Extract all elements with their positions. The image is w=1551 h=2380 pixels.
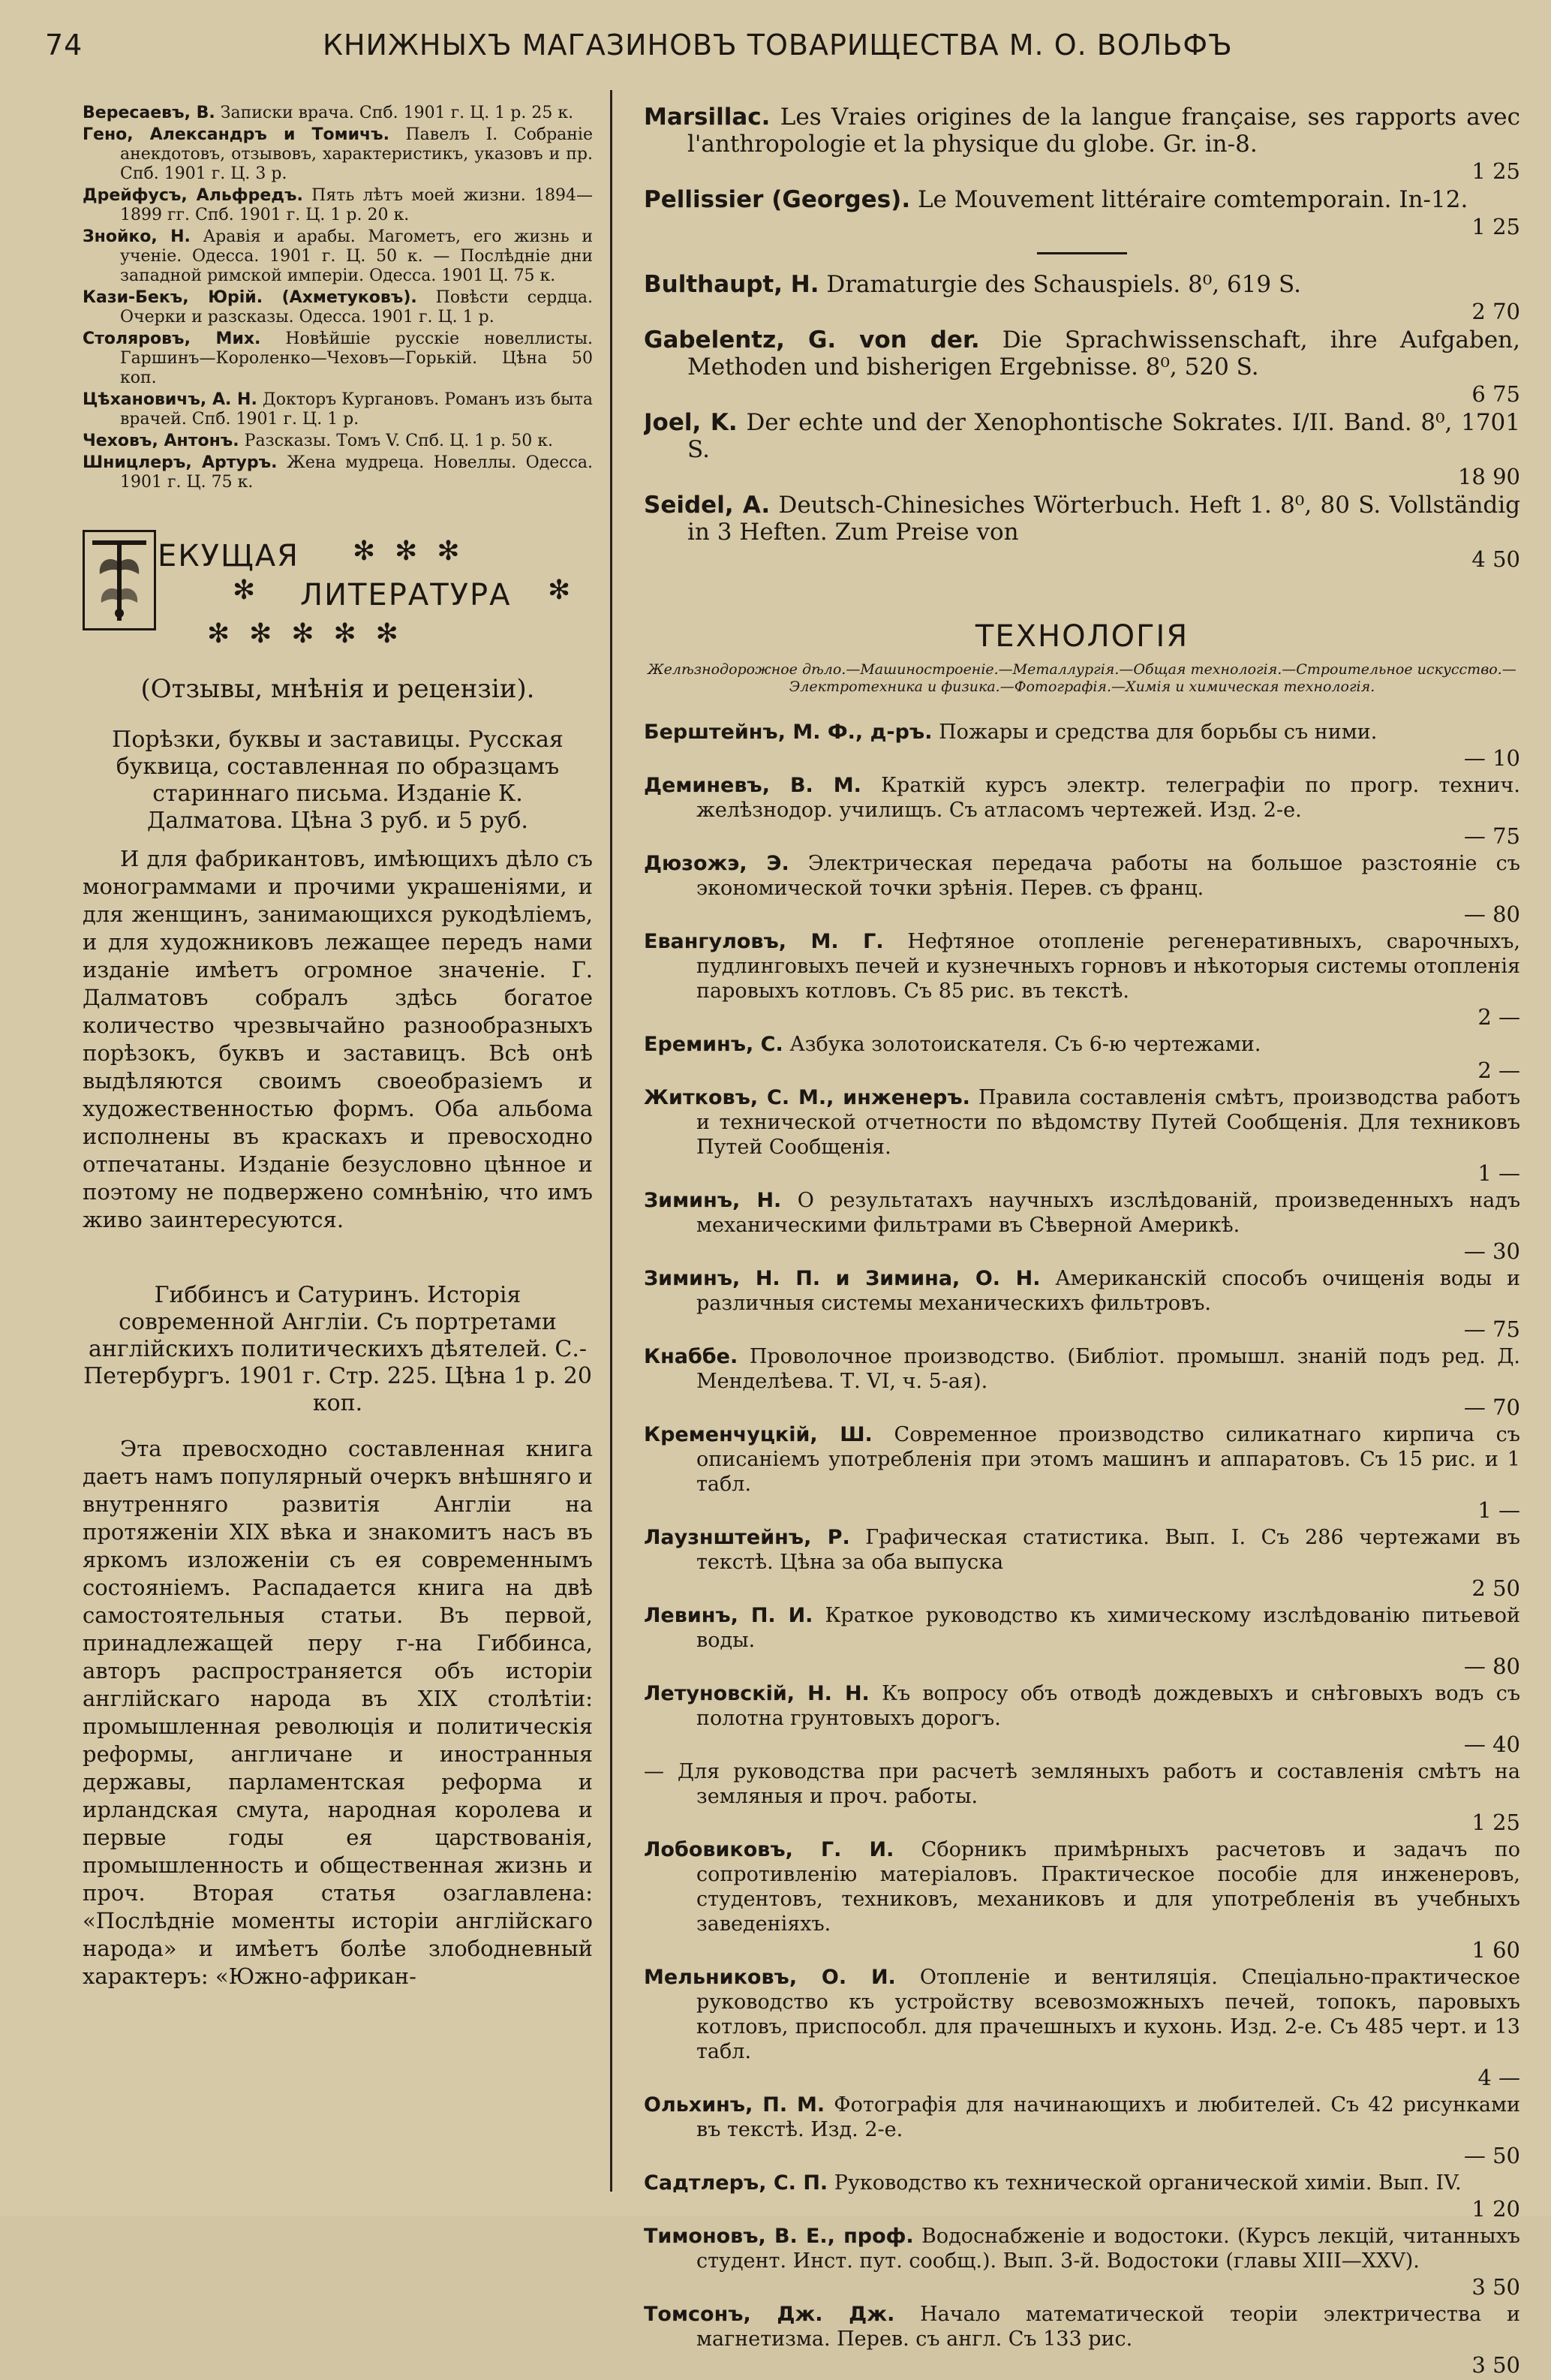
entry-author: Левинъ, П. И. — [644, 1604, 813, 1627]
entry-price: 2 — — [1477, 1058, 1520, 1083]
entry-text: Сборникъ примѣрныхъ расчетовъ и задачъ по сопротивленію матеріаловъ. Практическое пособіе для инженеровъ, студентовъ, техниковъ, механиковъ и для употребленія въ учебныхъ заведеніяхъ. — [696, 1838, 1520, 1936]
list-item — [644, 2171, 1520, 2195]
list-item — [644, 929, 1520, 1003]
entry-price: 3 50 — [1471, 2352, 1520, 2378]
entry-text: Электрическая передача работы на большое разстояніе съ экономической точки зрѣнія. Перев. съ франц. — [696, 852, 1520, 900]
entry-price: 4 — — [1477, 2065, 1520, 2090]
entry-author: Чеховъ, Антонъ. — [83, 432, 239, 450]
entry-price: — 50 — [1463, 2143, 1520, 2168]
list-item — [644, 1525, 1520, 1575]
entry-author: Евангуловъ, М. Г. — [644, 930, 884, 953]
ornamental-initial — [83, 530, 156, 630]
list-item — [644, 1759, 1520, 1809]
entry-price: — 70 — [1463, 1395, 1520, 1420]
entry-price: 1 — — [1477, 1497, 1520, 1523]
list-item — [644, 409, 1520, 463]
entry-text: Къ вопросу объ отводѣ дождевыхъ и снѣговыхъ водъ съ полотна грунтовыхъ дорогъ. — [696, 1682, 1520, 1730]
foreign-book-list — [644, 104, 1520, 571]
entry-price: — 30 — [1463, 1238, 1520, 1264]
entry-author: Gabelentz, G. von der. — [644, 326, 980, 354]
entry-text: Жена мудреца. Новеллы. Одесса. 1901 г. Ц. 75 к. — [120, 453, 593, 492]
entry-text: Докторъ Кургановъ. Романъ изъ быта врачей. Спб. 1901 г. Ц. 1 р. — [120, 390, 593, 429]
section-divider — [1037, 252, 1127, 254]
entry-text: Азбука золотоискателя. Съ 6-ю чертежами. — [789, 1033, 1261, 1056]
entry-author: Seidel, A. — [644, 492, 771, 519]
entry-author: Вересаевъ, В. — [83, 104, 215, 122]
list-item — [644, 2302, 1520, 2351]
entry-price: 2 50 — [1471, 1575, 1520, 1601]
entry-author: Тимоновъ, В. Е., проф. — [644, 2225, 914, 2248]
entry-author: Кременчуцкій, Ш. — [644, 1423, 873, 1446]
entry-text: Правила составленія смѣтъ, производства работъ и технической отчетности по вѣдомству Путей Сообщенія. Для техниковъ Путей Сообщенія. — [696, 1086, 1520, 1159]
entry-text: Начало математической теоріи электричества и магнетизма. Перев. съ англ. Съ 133 рис. — [696, 2303, 1520, 2351]
header-title: КНИЖНЫХЪ МАГАЗИНОВЪ ТОВАРИЩЕСТВА М. О. ВОЛЬФЪ — [323, 29, 1233, 62]
entry-text: Разсказы. Томъ V. Спб. Ц. 1 р. 50 к. — [244, 432, 553, 450]
entry-price: 6 75 — [1471, 381, 1520, 407]
entry-text: Пять лѣтъ моей жизни. 1894—1899 гг. Спб. 1901 г. Ц. 1 р. 20 к. — [120, 186, 593, 224]
list-item — [644, 186, 1520, 213]
entry-text: Der echte und der Xenophontische Sokrates. I/II. Band. 8⁰, 1701 S. — [687, 409, 1520, 463]
ornament-star: ✻ — [233, 575, 275, 606]
list-item — [644, 1422, 1520, 1497]
entry-text: Отопленіе и вентиляція. Спеціально-практическое руководство къ устройству всевозможныхъ печей, топокъ, паровыхъ котловъ, приспособл. для прачешныхъ и кухонь. Изд. 2-е. Съ 485 черт. и 13 табл. — [696, 1966, 1520, 2063]
entry-text: О результатахъ научныхъ изслѣдованій, произведенныхъ надъ механическими фильтрами въ Сѣверной Америкѣ. — [696, 1189, 1520, 1237]
floral-ornament-icon — [85, 532, 154, 628]
entry-author: Кази-Бекъ, Юрій. (Ахметуковъ). — [83, 288, 417, 307]
list-item — [83, 125, 593, 184]
entry-text: Краткій курсъ электр. телеграфіи по прогр. технич. желѣзнодор. училищъ. Съ атласомъ чертежей. Изд. 2-е. — [696, 774, 1520, 822]
entry-author: Ольхинъ, П. М. — [644, 2093, 825, 2117]
entry-text: Аравія и арабы. Магометъ, его жизнь и ученіе. Одесса. 1901 г. Ц. 50 к. — Послѣдніе дни западной римской имперіи. Одесса. 1901 Ц. 75 к. — [120, 227, 593, 285]
entry-text: Пожары и средства для борьбы съ ними. — [939, 721, 1378, 744]
entry-price: 1 25 — [1471, 1810, 1520, 1835]
entry-price: 1 20 — [1471, 2196, 1520, 2222]
running-header — [45, 29, 1538, 71]
list-item — [644, 104, 1520, 158]
list-item — [644, 1344, 1520, 1394]
section-subtitle: Желѣзнодорожное дѣло.—Машиностроеніе.—Металлургія.—Общая технологія.—Строительное искусство.—Электротехника и физика.—Фотографія.—Химія и химическая технологія. — [648, 661, 1516, 695]
entry-price: — 75 — [1463, 823, 1520, 849]
entry-price: — 10 — [1463, 745, 1520, 771]
entry-author: Marsillac. — [644, 104, 771, 131]
list-item — [644, 492, 1520, 546]
list-item — [644, 1032, 1520, 1057]
entry-price: 2 — — [1477, 1004, 1520, 1030]
entry-price: — 40 — [1463, 1732, 1520, 1757]
entry-author: Дюзожэ, Э. — [644, 852, 789, 875]
entry-author: Деминевъ, В. М. — [644, 774, 861, 797]
entry-text: Американскій способъ очищенія воды и различныя системы механическихъ фильтровъ. — [696, 1267, 1520, 1315]
entry-author: Летуновскій, Н. Н. — [644, 1682, 870, 1705]
entry-author: Мельниковъ, О. И. — [644, 1966, 896, 1989]
entry-author: Садтлеръ, С. П. — [644, 2171, 828, 2195]
entry-text: Записки врача. Спб. 1901 г. Ц. 1 р. 25 к. — [220, 104, 574, 122]
list-item — [644, 1837, 1520, 1936]
list-item — [644, 1603, 1520, 1653]
entry-price: — 75 — [1463, 1316, 1520, 1342]
list-item — [644, 2093, 1520, 2142]
entry-text: Les Vraies origines de la langue française, ses rapports avec l'anthropologie et la physique du globe. Gr. in-8. — [687, 104, 1520, 158]
ornament-stars: ✻✻✻ — [353, 536, 479, 567]
entry-text: Фотографія для начинающихъ и любителей. Съ 42 рисунками въ текстѣ. Изд. 2-е. — [696, 2093, 1520, 2141]
entry-author: Дрейфусъ, Альфредъ. — [83, 186, 303, 205]
list-item — [83, 390, 593, 429]
entry-text: — Для руководства при расчетѣ земляныхъ работъ и составленія смѣтъ на земляныя и проч. работы. — [644, 1760, 1520, 1808]
list-item — [644, 773, 1520, 823]
list-item — [644, 720, 1520, 745]
entry-text: Deutsch-Chinesiches Wörterbuch. Heft 1. 8⁰, 80 S. Vollständig in 3 Heften. Zum Preise von — [687, 492, 1520, 546]
entry-author: Bulthaupt, H. — [644, 271, 819, 298]
entry-price: 3 50 — [1471, 2274, 1520, 2300]
list-item — [83, 186, 593, 225]
entry-author: Ереминъ, С. — [644, 1033, 783, 1056]
section-title: ТЕХНОЛОГІЯ — [975, 619, 1189, 654]
list-item — [644, 1681, 1520, 1731]
entry-price: 2 70 — [1471, 299, 1520, 324]
tech-book-list — [644, 720, 1520, 2377]
entry-text: Die Sprachwissenschaft, ihre Aufgaben, Methoden und bisherigen Ergebnisse. 8⁰, 520 S. — [687, 326, 1520, 381]
entry-author: Цѣхановичъ, А. Н. — [83, 390, 257, 409]
entry-author: Лаузнштейнъ, Р. — [644, 1526, 850, 1549]
entry-author: Знойко, Н. — [83, 227, 191, 246]
entry-text: Руководство къ технической органической химіи. Вып. IV. — [834, 2171, 1462, 2195]
entry-author: Лобовиковъ, Г. И. — [644, 1838, 894, 1861]
list-item — [83, 453, 593, 492]
list-item — [644, 1188, 1520, 1238]
list-item — [83, 104, 593, 123]
entry-author: Шницлеръ, Артуръ. — [83, 453, 278, 472]
entry-text: Графическая статистика. Вып. I. Съ 286 чертежами въ текстѣ. Цѣна за оба выпуска — [696, 1526, 1520, 1574]
list-item — [83, 288, 593, 327]
ornament-star: ✻ — [548, 575, 591, 606]
list-item — [83, 227, 593, 286]
entry-author: Зиминъ, Н. — [644, 1189, 782, 1212]
list-item — [644, 1266, 1520, 1316]
list-item — [644, 326, 1520, 381]
section-subtitle: (Отзывы, мнѣнія и рецензіи). — [140, 674, 535, 704]
entry-price: 4 50 — [1471, 546, 1520, 572]
page-number: 74 — [45, 29, 83, 62]
section-ornament — [83, 530, 593, 666]
entry-author: Joel, K. — [644, 409, 738, 436]
column-divider — [610, 90, 612, 2192]
list-item — [644, 851, 1520, 901]
list-item — [83, 432, 593, 451]
ornament-stars: ✻✻✻✻✻ — [207, 618, 418, 649]
entry-text: Dramaturgie des Schauspiels. 8⁰, 619 S. — [826, 271, 1301, 298]
entry-text: Повѣсти сердца. Очерки и разсказы. Одесса. 1901 г. Ц. 1 р. — [120, 288, 593, 326]
entry-text: Краткое руководство къ химическому изслѣдованію питьевой воды. — [696, 1604, 1520, 1652]
book-list-left — [83, 104, 593, 492]
entry-price: — 80 — [1463, 1653, 1520, 1679]
entry-text: Проволочное производство. (Библіот. промышл. знаній подъ ред. Д. Менделѣева. Т. VI, ч. 5-ая). — [696, 1345, 1520, 1393]
entry-price: — 80 — [1463, 901, 1520, 927]
list-item — [644, 271, 1520, 298]
list-item — [644, 1085, 1520, 1160]
entry-text: Le Mouvement littéraire comtemporain. In-12. — [917, 186, 1468, 213]
entry-author: Pellissier (Georges). — [644, 186, 911, 213]
ornament-title-line2: ЛИТЕРАТУРА — [300, 578, 512, 612]
left-column — [83, 104, 593, 1990]
ornament-title-line1: ЕКУЩАЯ — [158, 539, 299, 573]
entry-author: Столяровъ, Мих. — [83, 329, 261, 348]
entry-price: 1 25 — [1471, 214, 1520, 239]
list-item — [83, 329, 593, 388]
entry-author: Житковъ, С. М., инженеръ. — [644, 1086, 970, 1109]
entry-price: 1 60 — [1471, 1937, 1520, 1963]
review-body: И для фабрикантовъ, имѣющихъ дѣло съ монограммами и прочими украшеніями, и для женщинъ, занимающихся рукодѣліемъ, и для художниковъ лежащее передъ нами изданіе имѣетъ огромное значеніе. Г. Далматовъ собралъ здѣсь богатое количество чрезвычайно разнообразныхъ порѣзокъ, буквъ и заставицъ. Всѣ онѣ выдѣляются своимъ своеобразіемъ и художественностью формъ. Оба альбома исполнены въ краскахъ и превосходно отпечатаны. Изданіе безусловно цѣнное и поэтому не подвержено сомнѣнію, что имъ живо заинтересуются. — [83, 846, 593, 1232]
right-column — [644, 104, 1520, 2380]
entry-price: 18 90 — [1457, 464, 1520, 489]
review-body: Эта превосходно составленная книга даетъ намъ популярный очеркъ внѣшняго и внутренняго развитія Англіи на протяженіи XIX вѣка и знакомитъ насъ въ яркомъ изложеніи съ ея современнымъ состояніемъ. Распадается книга на двѣ самостоятельныя статьи. Въ первой, принадлежащей перу г-на Гиббинса, авторъ распространяется объ исторіи англійскаго народа въ XIX столѣтіи: промышленная революція и политическія реформы, англичане и иностранныя державы, парламентская реформа и ирландская смута, народная королева и первые годы ея царствованія, промышленность и общественная жизнь и проч. Вторая статья озаглавлена: «Послѣдніе моменты исторіи англійскаго народа» и имѣетъ болѣе злободневный характеръ: «Южно-африкан- — [83, 1436, 593, 1989]
review-heading: Гиббинсъ и Сатуринъ. Исторія современной Англіи. Съ портретами англійскихъ политическихъ дѣятелей. С.-Петербургъ. 1901 г. Стр. 225. Цѣна 1 р. 20 коп. — [83, 1282, 592, 1416]
entry-author: Томсонъ, Дж. Дж. — [644, 2303, 895, 2326]
entry-author: Кнаббе. — [644, 1345, 738, 1368]
entry-author: Зиминъ, Н. П. и Зимина, О. Н. — [644, 1267, 1041, 1290]
entry-price: 1 — — [1477, 1160, 1520, 1186]
entry-author: Берштейнъ, М. Ф., д-ръ. — [644, 721, 933, 744]
review-heading: Порѣзки, буквы и заставицы. Русская буквица, составленная по образцамъ стариннаго письма. Изданіе К. Далматова. Цѣна 3 руб. и 5 руб. — [112, 727, 564, 834]
entry-price: 1 25 — [1471, 158, 1520, 184]
entry-author: Гено, Александръ и Томичъ. — [83, 125, 390, 144]
entry-text: Нефтяное отопленіе регенеративныхъ, сварочныхъ, пудлинговыхъ печей и кузнечныхъ горновъ и нѣкоторыя системы отопленія паровыхъ котловъ. Съ 85 рис. въ текстѣ. — [696, 930, 1520, 1003]
entry-text: Современное производство силикатнаго кирпича съ описаніемъ употребленія при этомъ машинъ и аппаратовъ. Съ 15 рис. и 1 табл. — [696, 1423, 1520, 1496]
entry-text: Павелъ I. Собраніе анекдотовъ, отзывовъ, характеристикъ, указовъ и пр. Спб. 1901 г. Ц. 3 р. — [120, 125, 593, 183]
entry-text: Водоснабженіе и водостоки. (Курсъ лекцій, читанныхъ студент. Инст. пут. сообщ.). Вып. 3-й. Водостоки (главы XIII—XXV). — [696, 2225, 1520, 2273]
list-item — [644, 1965, 1520, 2064]
list-item — [644, 2224, 1520, 2273]
entry-text: Новѣйшіе русскіе новеллисты. Гаршинъ—Короленко—Чеховъ—Горькій. Цѣна 50 коп. — [120, 329, 593, 387]
